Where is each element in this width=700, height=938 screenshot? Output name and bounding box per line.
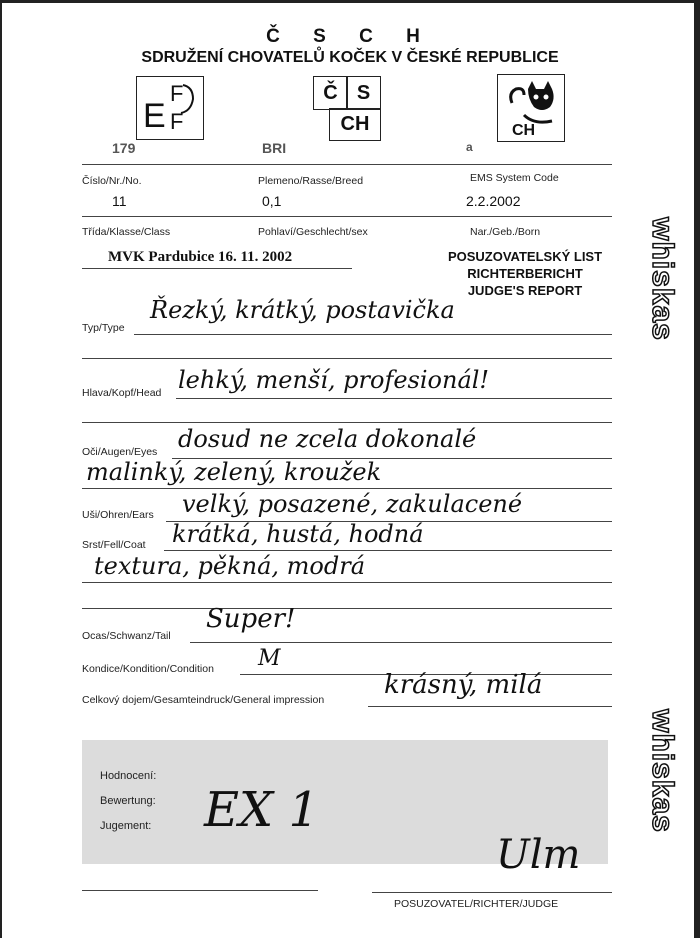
typ-label: Typ/Type — [82, 322, 125, 334]
pohlavi-label: Pohlaví/Geschlecht/sex — [258, 226, 368, 238]
hlava-label: Hlava/Kopf/Head — [82, 387, 162, 399]
rule-srst-2 — [82, 582, 612, 583]
csch-logo-c: Č — [313, 76, 348, 110]
srst-handwriting-1: krátká, hustá, hodná — [172, 520, 424, 548]
cat-logo — [497, 74, 565, 142]
rule-footer-left — [82, 890, 318, 891]
rule-oci-2 — [82, 488, 612, 489]
report-title — [425, 248, 625, 299]
stamp-ems: a — [466, 140, 473, 154]
rule-hlava-2 — [82, 422, 612, 423]
rule-show — [82, 268, 352, 269]
scan-edge-left — [0, 0, 2, 938]
rule-ocas — [190, 642, 612, 643]
whiskas-text-bottom: whiskas — [646, 709, 679, 833]
bewertung-label: Bewertung: — [100, 795, 156, 807]
ocas-handwriting: Super! — [206, 604, 296, 634]
cat-icon — [498, 75, 564, 141]
jugement-label: Jugement: — [100, 820, 152, 832]
csch-logo-ch: CH — [329, 108, 381, 141]
kondice-handwriting: M — [258, 646, 281, 671]
oci-handwriting-2: malinký, zelený, kroužek — [86, 458, 382, 486]
rule-srst-3 — [82, 608, 612, 609]
hodnoceni-label: Hodnocení: — [100, 770, 157, 782]
svg-text:CH: CH — [512, 122, 536, 139]
whiskas-logo-bottom — [632, 702, 692, 836]
rule-footer-right — [372, 892, 612, 893]
judge-label: POSUZOVATEL/RICHTER/JUDGE — [394, 898, 559, 910]
show-title: MVK Pardubice 16. 11. 2002 — [108, 249, 293, 265]
fife-logo — [136, 76, 204, 140]
ocas-label: Ocas/Schwanz/Tail — [82, 630, 171, 642]
rule-top — [82, 164, 612, 165]
trida-label: Třída/Klasse/Class — [82, 226, 171, 238]
scan-edge-right — [694, 0, 700, 938]
rule-typ-2 — [82, 358, 612, 359]
csch-grid-logo — [313, 76, 379, 140]
kondice-label: Kondice/Kondition/Condition — [82, 663, 214, 675]
whiskas-text-top: whiskas — [646, 217, 679, 341]
whiskas-logo-top — [632, 210, 692, 344]
rule-row1 — [82, 216, 612, 217]
ems-value: 2.2.2002 — [466, 193, 521, 209]
svg-text:E: E — [143, 97, 166, 135]
fife-logo-text: FIFE — [137, 77, 140, 78]
srst-label: Srst/Fell/Coat — [82, 539, 146, 551]
svg-text:F: F — [170, 109, 184, 134]
ems-label: EMS System Code — [470, 172, 559, 184]
usi-label: Uši/Ohren/Ears — [82, 509, 154, 521]
csch-logo-s: S — [346, 76, 381, 110]
report-title-en: JUDGE'S REPORT — [467, 283, 583, 298]
plemeno-label: Plemeno/Rasse/Breed — [258, 175, 364, 187]
srst-handwriting-2: textura, pěkná, modrá — [94, 552, 366, 580]
report-title-cz: POSUZOVATELSKÝ LIST — [447, 249, 603, 264]
rule-celkovy — [368, 706, 612, 707]
stamp-breed: BRI — [262, 140, 287, 156]
celkovy-label: Celkový dojem/Gesamteindruck/General impression — [82, 694, 325, 706]
hlava-handwriting: lehký, menší, profesionál! — [178, 366, 490, 394]
cislo-label: Číslo/Nr./No. — [82, 175, 142, 187]
grade-handwriting: EX 1 — [204, 782, 320, 838]
judge-signature: Ulm — [496, 832, 581, 878]
rule-hlava — [176, 398, 612, 399]
nar-label: Nar./Geb./Born — [470, 226, 541, 238]
org-name: SDRUŽENÍ CHOVATELŮ KOČEK V ČESKÉ REPUBLICE — [141, 49, 559, 66]
scan-edge-top — [0, 0, 700, 3]
fife-logo-mark — [137, 77, 203, 139]
oci-handwriting-1: dosud ne zcela dokonalé — [178, 425, 477, 453]
cislo-value: 11 — [112, 193, 127, 209]
typ-handwriting: Řezký, krátký, postavička — [150, 296, 455, 324]
usi-handwriting: velký, posazené, zakulacené — [182, 490, 523, 518]
oci-label: Oči/Augen/Eyes — [82, 446, 158, 458]
rule-srst — [164, 550, 612, 551]
report-title-de: RICHTERBERICHT — [467, 266, 583, 281]
plemeno-value: 0,1 — [262, 193, 282, 209]
celkovy-handwriting: krásný, milá — [384, 670, 543, 700]
svg-text:F: F — [170, 81, 184, 106]
stamp-number: 179 — [112, 140, 136, 156]
rule-typ — [134, 334, 612, 335]
org-abbreviation: Č S C H — [266, 26, 434, 47]
